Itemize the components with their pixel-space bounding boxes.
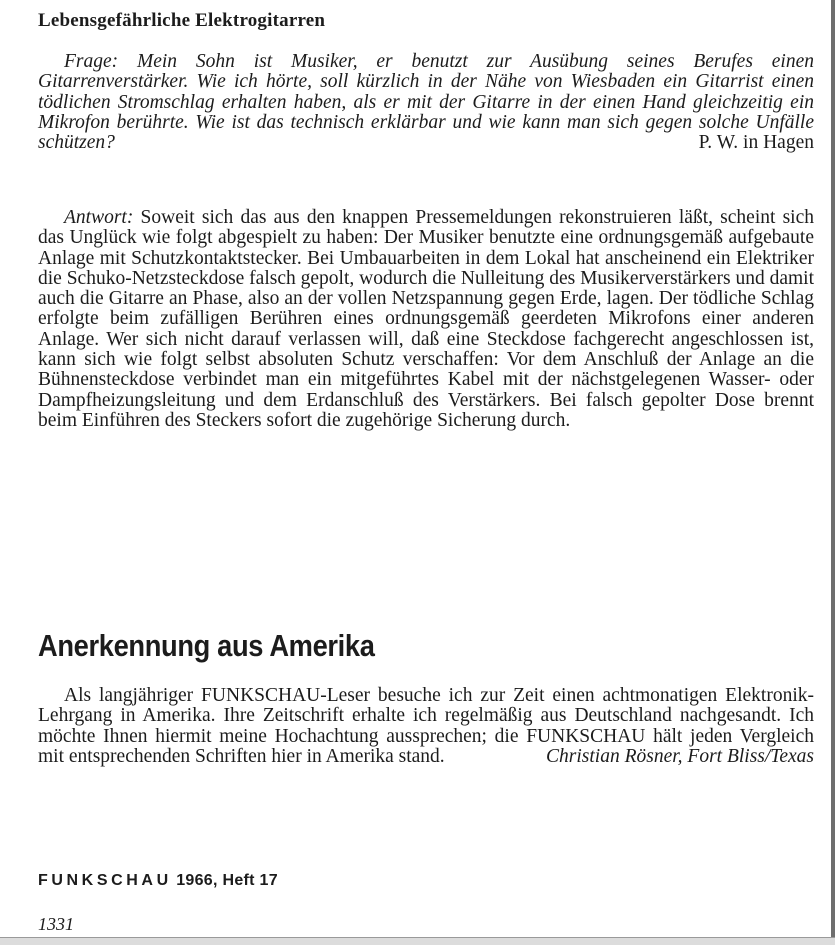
answer-paragraph [38,208,814,431]
page-edge-shadow [831,0,835,938]
question-paragraph [38,52,814,153]
answer-text: Soweit sich das aus den knappen Pressemeldungen rekonstruieren läßt, scheint sich das Unglück wie folgt abgespielt zu haben: Der Musiker benutzte eine ordnungsgemäß aufgebaute Anlage mit Schutzkontaktstecker. Bei Umbauarbeiten in dem Lokal hat anscheinend ein Elektriker die Schuko-Netzsteckdose falsch gepolt, wodurch die Nulleitung des Musikerverstärkers und damit auch die Gitarre an Phase, also an der vollen Netzspannung gegen Erde, lagen. Der tödliche Schlag erfolgte beim zufälligen Berühren eines ordnungsgemäß geerdeten Mikrofons einer anderen Anlage. Wer sich nicht darauf verlassen will, daß eine Steckdose fachgerecht angeschlossen ist, kann sich wie folgt selbst absoluten Schutz verschaffen: Vor dem Anschluß der Anlage an die Bühnensteckdose verbindet man ein mitgeführtes Kabel mit der nächstgelegenen Wasser- oder Dampfheizungsleitung und dem Erdanschluß des Verstärkers. Bei falsch gepolter Dose brennt beim Einführen des Steckers sofort die zugehörige Sicherung durch. [38,207,815,431]
letter-text: Als langjähriger FUNKSCHAU-Leser besuche ich zur Zeit einen achtmonatigen Elektronik-Lehrgang in Amerika. Ihre Zeitschrift erhalte ich regelmäßig aus Deutschland nachgesandt. Ich möchte Ihnen hiermit meine Hochachtung aussprechen; die FUNKSCHAU hält jeden Vergleich mit entsprechenden Schriften hier in Amerika stand. [38,685,814,767]
letter-paragraph [38,686,814,767]
issue-line [38,872,278,890]
magazine-name: FUNKSCHAU [38,872,172,889]
answer-label: Antwort: [64,207,134,228]
page-number: 1331 [38,914,74,934]
letter-signature: Christian Rösner, Fort Bliss/Texas [546,745,814,767]
issue-info: 1966, Heft 17 [176,872,278,889]
scan-bottom-edge [0,937,835,945]
question-signature: P. W. in Hagen [698,132,814,154]
question-text: Frage: Mein Sohn ist Musiker, er benutzt zur Ausübung seines Berufes einen Gitarrenverstärker. Wie ich hörte, soll kürzlich in der Nähe von Wiesbaden ein Gitarrist einen tödlichen Stromschlag erhalten haben, als er mit der Gitarre in der einen Hand gleichzeitig ein Mikrofon berührte. Wie ist das technisch erklärbar und wie kann man sich gegen solche Unfälle schützen? [38,51,814,154]
article-title-guitars: Lebensgefährliche Elektrogitarren [38,10,326,31]
article-title-america: Anerkennung aus Amerika [38,628,375,663]
